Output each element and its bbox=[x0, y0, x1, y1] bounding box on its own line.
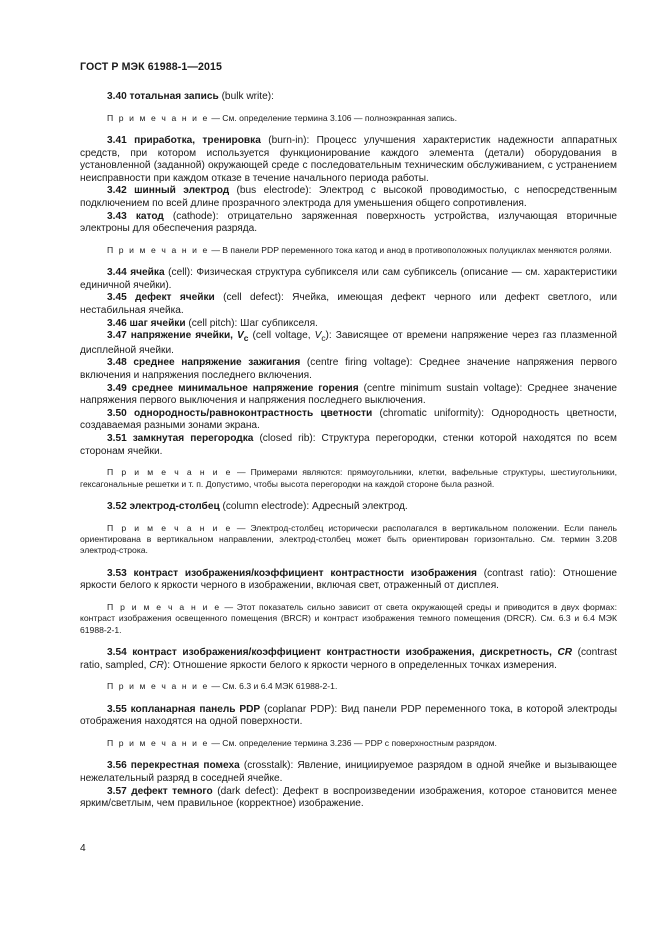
note-3-51: П р и м е ч а н и е — Примерами являются: прямоугольники, клетки, вафельные структуры, шестиугольники, гексагональные решетки и т. п. Допустимо, чтобы высота перегородки на каждой стороне была разной. bbox=[80, 467, 618, 489]
term-3-48: 3.48 среднее напряжение зажигания (centre firing voltage): Среднее значение напряжения первого включения и напряжения последнего включения. bbox=[80, 357, 617, 381]
note-label: П р и м е ч а н и е bbox=[107, 681, 209, 692]
term-3-46: 3.46 шаг ячейки (cell pitch): Шаг субпикселя. bbox=[107, 317, 318, 329]
term-3-53: 3.53 контраст изображения/коэффициент контрастности изображения (contrast ratio): Отношение яркости белого к яркости черного в изображении, включая свет, отраженный от дисплея. bbox=[80, 567, 618, 592]
term-3-52: 3.52 электрод-столбец (column electrode): Адресный электрод. bbox=[107, 500, 408, 512]
note-3-52: П р и м е ч а н и е — Электрод-столбец исторически располагался в вертикальном положении. Если панель ориентирована в вертикальном направлении, электрод-столбец может быть ориентирован горизонтально. См. термин 3.208 электрод-строка. bbox=[80, 522, 618, 556]
term-3-50: 3.50 однородность/равноконтрастность цветности (chromatic uniformity): Однородность цветности, создаваемая разными зонами экрана. bbox=[80, 407, 617, 432]
note-3-55: П р и м е ч а н и е — См. определение термина 3.236 — PDP с поверхностным разрядом. bbox=[107, 737, 497, 748]
term-3-54: 3.54 контраст изображения/коэффициент контрастности изображения, дискретность, CR (contrast ratio, sampled, CR): Отношение яркости белого к яркости черного в определенных точках измерения. bbox=[80, 647, 617, 671]
term-3-57: 3.57 дефект темного (dark defect): Дефект в воспроизведении изображения, которое становится менее ярким/светлым, чем правильное (корректное) изображение. bbox=[80, 785, 617, 810]
term-3-41: 3.41 приработка, тренировка (burn-in): Процесс улучшения характеристик надежности аппаратных средств, при котором используется функционирование каждого элемента (детали) оборудования в установленной (заданной) окружающей среде с последовательным техническим обслуживанием, с устранением неисправности при каждом отказе в течение начального периода работы. bbox=[80, 135, 618, 184]
note-3-40: П р и м е ч а н и е — См. определение термина 3.106 — полноэкранная запись. bbox=[107, 112, 458, 123]
document-body bbox=[80, 91, 617, 811]
term-3-49: 3.49 среднее минимальное напряжение горения (centre minimum sustain voltage): Среднее значение напряжения первого выключения и напряжения последнего выключения. bbox=[80, 382, 617, 407]
term-3-43: 3.43 катод (cathode): отрицательно заряженная поверхность устройства, излучающая вторичные электроны для обеспечения разряда. bbox=[80, 210, 617, 235]
term-3-51: 3.51 замкнутая перегородка (closed rib): Структура перегородки, стенки которой находятся по всем сторонам ячейки. bbox=[80, 432, 617, 457]
note-label: П р и м е ч а н и е bbox=[107, 522, 232, 533]
document-header: ГОСТ Р МЭК 61988-1—2015 bbox=[80, 61, 223, 73]
note-label: П р и м е ч а н и е bbox=[107, 601, 221, 612]
note-label: П р и м е ч а н и е bbox=[107, 112, 209, 123]
note-3-53: П р и м е ч а н и е — Этот показатель сильно зависит от света окружающей среды и приводится в двух формах: контраст изображения освещенного помещения (BRCR) и контраст изображения темного помещения (DRCR). См. 6.3 и 6.4 МЭК 61988-2-1. bbox=[80, 601, 617, 635]
term-3-44: 3.44 ячейка (cell): Физическая структура субпикселя или сам субпиксель (описание — см. характеристики единичной ячейки). bbox=[80, 267, 617, 291]
term-3-42: 3.42 шинный электрод (bus electrode): Электрод с высокой проводимостью, с непосредственным подключением по всей длине прозрачного электрода для уменьшения общего сопротивления. bbox=[80, 185, 617, 209]
note-label: П р и м е ч а н и е bbox=[107, 244, 209, 255]
term-3-56: 3.56 перекрестная помеха (crosstalk): Явление, инициируемое разрядом в одной ячейке и вызывающее нежелательный разряд в соседней ячейке. bbox=[80, 760, 617, 784]
term-3-55: 3.55 копланарная панель PDP (coplanar PDP): Вид панели PDP переменного тока, в которой электроды отображения находятся на одной поверхности. bbox=[80, 703, 617, 728]
note-3-43: П р и м е ч а н и е — В панели PDP переменного тока катод и анод в противоположных полуциклах меняются ролями. bbox=[107, 244, 612, 255]
term-3-47: 3.47 напряжение ячейки, $V_c$ (cell voltage, $V_c$): Зависящее от времени напряжение через газ плазменной дисплейной ячейки. bbox=[80, 330, 617, 356]
note-label: П р и м е ч а н и е bbox=[107, 467, 233, 478]
note-3-54: П р и м е ч а н и е — См. 6.3 и 6.4 МЭК 61988-2-1. bbox=[107, 681, 338, 692]
term-3-45: 3.45 дефект ячейки (cell defect): Ячейка, имеющая дефект черного или дефект светлого, или нестабильная ячейка. bbox=[80, 292, 617, 316]
page-number: 4 bbox=[80, 843, 86, 854]
note-label: П р и м е ч а н и е bbox=[107, 737, 209, 748]
term-3-40: 3.40 тотальная запись (bulk write): bbox=[107, 91, 274, 102]
